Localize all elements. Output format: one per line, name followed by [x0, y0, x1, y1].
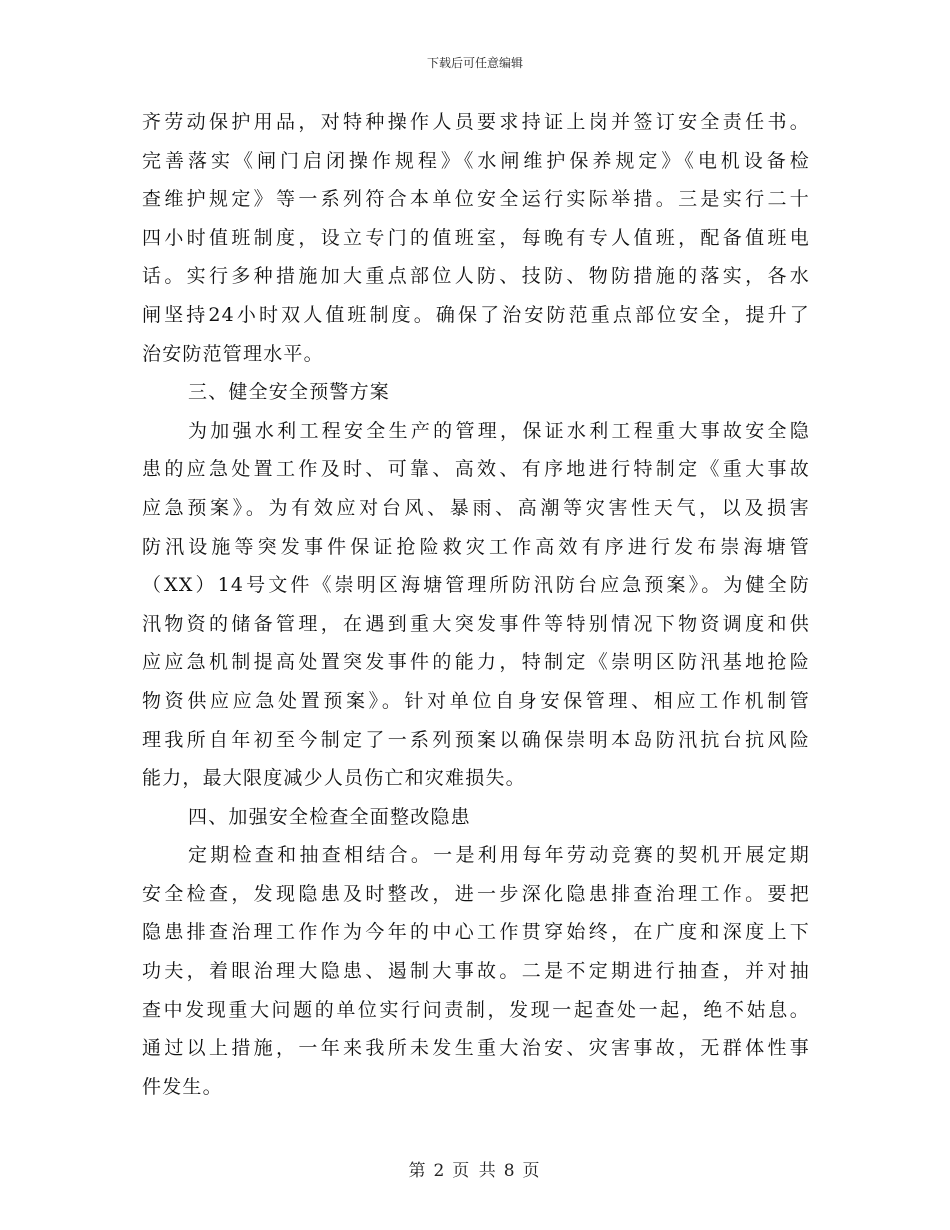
- body-line: 齐劳动保护用品，对特种操作人员要求持证上岗并签订安全责任书。: [142, 111, 810, 133]
- page-header-note: 下载后可任意编辑: [426, 56, 523, 70]
- body-line: 查中发现重大问题的单位实行问责制，发现一起查处一起，绝不姑息。: [142, 998, 810, 1021]
- body-line: 治安防范管理水平。: [142, 342, 324, 365]
- body-line: 为加强水利工程安全生产的管理，保证水利工程重大事故安全隐: [188, 419, 810, 442]
- page-number-footer: [0, 1156, 950, 1181]
- body-line: 物资供应应急处置预案》。针对单位自身安保管理、相应工作机制管: [142, 689, 810, 712]
- body-line: 能力，最大限度减少人员伤亡和灾难损失。: [142, 767, 526, 790]
- body-line: 应应急机制提高处置突发事件的能力，特制定《崇明区防汛基地抢险: [142, 651, 810, 674]
- section-heading: 四、加强安全检查全面整改隐患: [188, 805, 471, 828]
- body-line: 完善落实《闸门启闭操作规程》《水闸维护保养规定》《电机设备检: [142, 149, 810, 172]
- footer-middle: 页 共: [452, 1161, 498, 1181]
- body-line: 安全检查，发现隐患及时整改，进一步深化隐患排查治理工作。要把: [142, 882, 810, 905]
- body-line: 闸坚持24小时双人值班制度。确保了治安防范重点部位安全，提升了: [142, 303, 810, 326]
- body-line: 隐患排查治理工作作为今年的中心工作贯穿始终，在广度和深度上下: [142, 921, 810, 944]
- body-line: （XX）14号文件《崇明区海塘管理所防汛防台应急预案》。为健全防: [142, 574, 810, 597]
- body-line: 患的应急处置工作及时、可靠、高效、有序地进行特制定《重大事故: [142, 458, 810, 481]
- body-line: 防汛设施等突发事件保证抢险救灾工作高效有序进行发布崇海塘管: [142, 535, 810, 558]
- footer-page-number: 2: [433, 1161, 447, 1181]
- body-line: 理我所自年初至今制定了一系列预案以确保崇明本岛防汛抗台抗风险: [142, 728, 810, 751]
- footer-suffix: 页: [522, 1161, 542, 1181]
- body-line: 查维护规定》等一系列符合本单位安全运行实际举措。三是实行二十: [142, 188, 810, 211]
- section-heading: 三、健全安全预警方案: [188, 381, 391, 404]
- document-body: [142, 103, 810, 1106]
- body-line: 功夫，着眼治理大隐患、遏制大事故。二是不定期进行抽查，并对抽: [142, 960, 810, 983]
- body-line: 通过以上措施，一年来我所未发生重大治安、灾害事故，无群体性事: [142, 1037, 810, 1060]
- body-line: 四小时值班制度，设立专门的值班室，每晚有专人值班，配备值班电: [142, 226, 810, 249]
- body-line: 件发生。: [142, 1075, 223, 1098]
- body-line: 话。实行多种措施加大重点部位人防、技防、物防措施的落实，各水: [142, 265, 810, 288]
- body-line: 应急预案》。为有效应对台风、暴雨、高潮等灾害性天气，以及损害: [142, 496, 810, 519]
- footer-prefix: 第: [408, 1161, 428, 1181]
- body-line: 定期检查和抽查相结合。一是利用每年劳动竞赛的契机开展定期: [188, 844, 810, 867]
- footer-total-pages: 8: [503, 1161, 517, 1181]
- body-line: 汛物资的储备管理，在遇到重大突发事件等特别情况下物资调度和供: [142, 612, 810, 635]
